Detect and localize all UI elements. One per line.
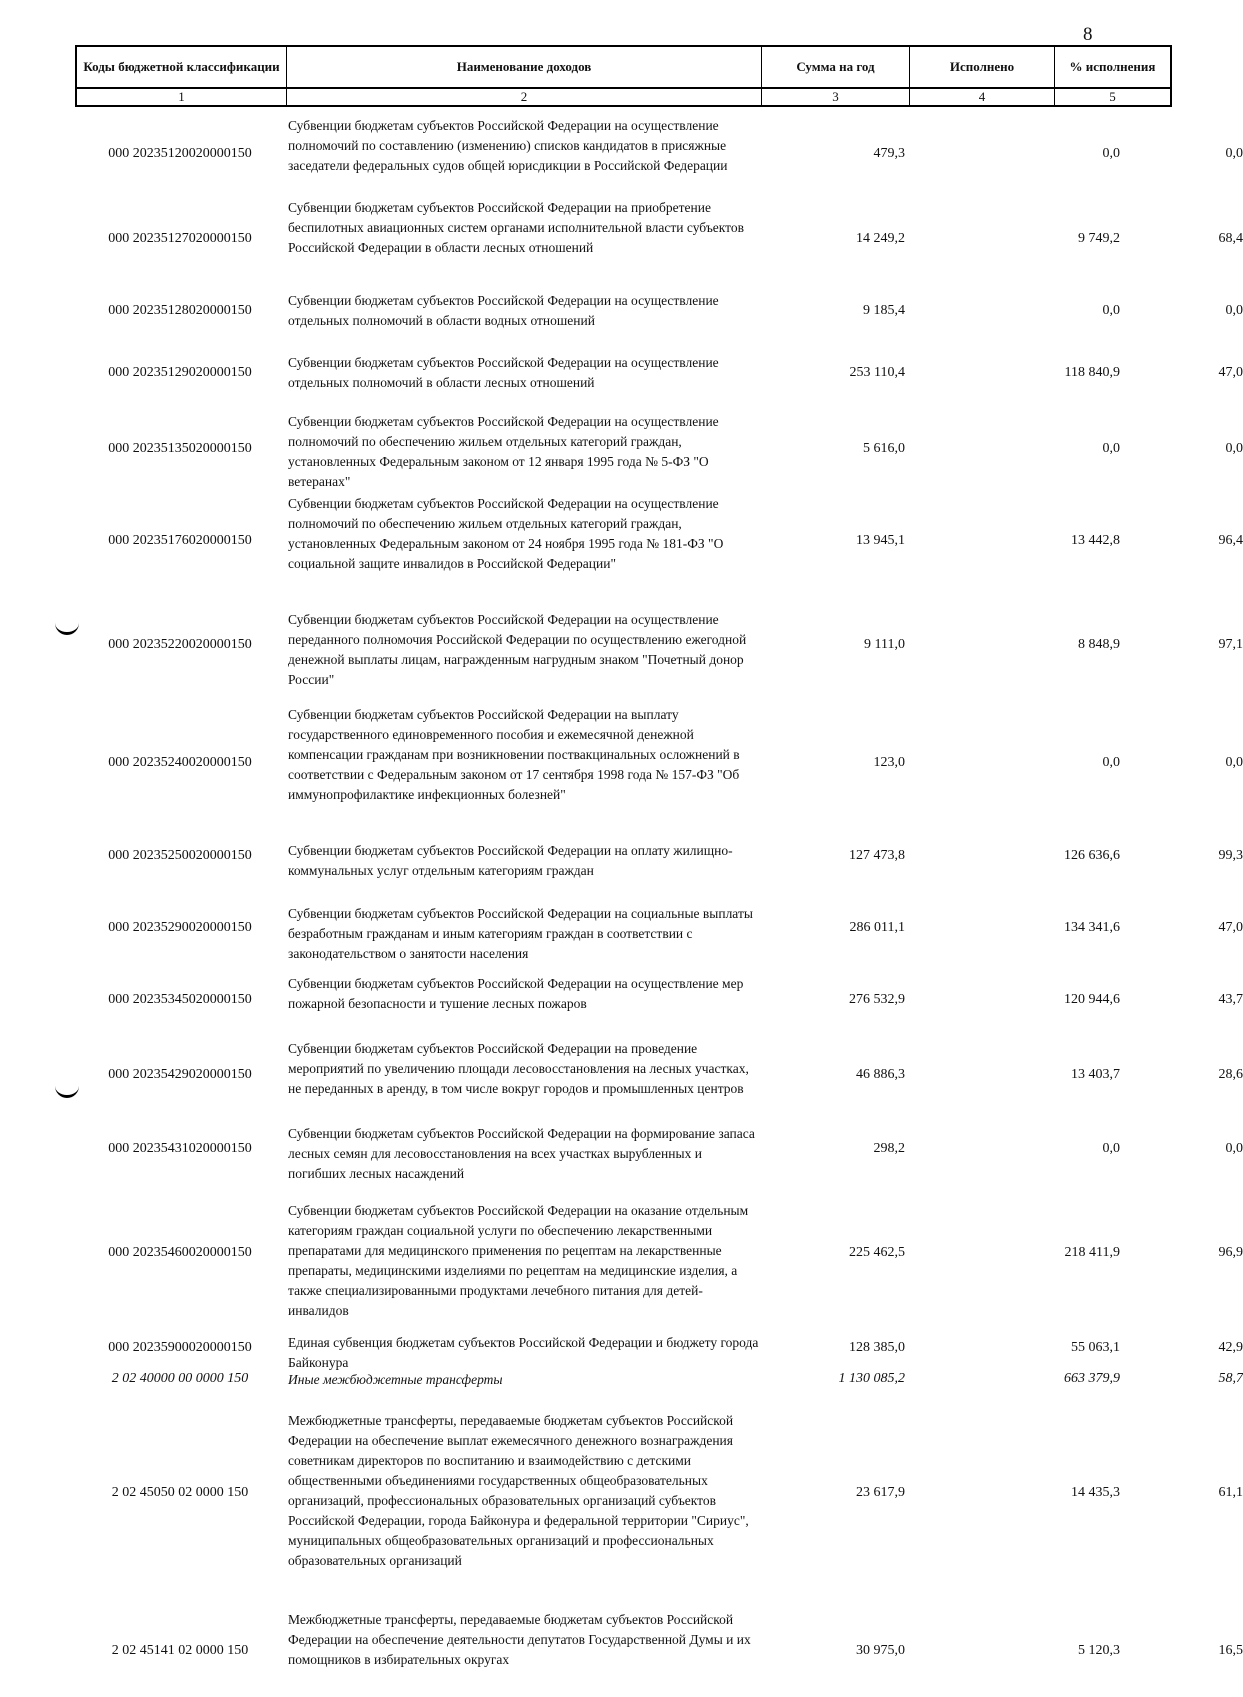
executed-amount: 13 403,7: [1071, 1067, 1120, 1082]
income-name: Единая субвенция бюджетам субъектов Российской Федерации и бюджету города Байконура: [288, 1335, 759, 1370]
table-header: [75, 45, 1172, 107]
budget-code: 000 20235176020000150: [108, 533, 252, 548]
executed-amount: 8 848,9: [1078, 637, 1120, 652]
year-sum: 298,2: [873, 1141, 905, 1156]
execution-percent: 47,0: [1218, 920, 1243, 935]
execution-percent: 0,0: [1225, 441, 1243, 456]
year-sum: 30 975,0: [856, 1643, 905, 1658]
income-name: Субвенции бюджетам субъектов Российской Федерации на социальные выплаты безработным гражданам и иным категориям граждан в соответствии с законодательством о занятости населения: [288, 906, 753, 961]
income-name: Субвенции бюджетам субъектов Российской Федерации на выплату государственного единовременного пособия и ежемесячной денежной компенсации гражданам при возникновении поствакцинальных осложнений в соответствии с Федеральным законом от 17 сентября 1998 года № 157-ФЗ "Об иммунопрофилактике инфекционных болезней": [288, 707, 740, 802]
page-number: 8: [1083, 24, 1093, 45]
year-sum: 123,0: [873, 755, 905, 770]
budget-code: 000 20235250020000150: [108, 848, 252, 863]
income-name: Субвенции бюджетам субъектов Российской Федерации на оплату жилищно-коммунальных услуг отдельным категориям граждан: [288, 843, 733, 878]
income-name: Межбюджетные трансферты, передаваемые бюджетам субъектов Российской Федерации на обеспечение выплат ежемесячного денежного вознаграждения советникам директоров по воспитанию и взаимодействию с детскими общественными объединениями государственных общеобразовательных организаций, профессиональных образовательных организаций субъектов Российской Федерации, города Байконура и федеральной территории "Сириус", муниципальных общеобразовательных организаций и профессиональных образовательных организаций: [288, 1413, 749, 1568]
header-sum: Сумма на год: [762, 47, 910, 87]
budget-code: 2 02 45050 02 0000 150: [111, 1485, 249, 1500]
header-codes: Коды бюджетной классификации: [77, 47, 287, 87]
executed-amount: 9 749,2: [1078, 231, 1120, 246]
year-sum: 128 385,0: [849, 1340, 905, 1355]
execution-percent: 96,9: [1218, 1245, 1243, 1260]
executed-amount: 0,0: [1102, 303, 1120, 318]
budget-code: 2 02 45141 02 0000 150: [111, 1643, 249, 1658]
budget-code: 000 20235127020000150: [108, 231, 252, 246]
income-name: Субвенции бюджетам субъектов Российской Федерации на осуществление мер пожарной безопасности и тушение лесных пожаров: [288, 976, 744, 1011]
income-name: Субвенции бюджетам субъектов Российской Федерации на осуществление полномочий по обеспечению жильем отдельных категорий граждан, установленных Федеральным законом от 24 ноября 1995 года № 181-ФЗ "О социальной защите инвалидов в Российской Федерации": [288, 496, 724, 571]
executed-amount: 13 442,8: [1071, 533, 1120, 548]
header-number: 2: [287, 87, 762, 105]
budget-code: 000 20235900020000150: [108, 1340, 252, 1355]
year-sum: 9 111,0: [864, 637, 905, 652]
income-name: Субвенции бюджетам субъектов Российской Федерации на осуществление отдельных полномочий в области водных отношений: [288, 293, 719, 328]
income-name: Субвенции бюджетам субъектов Российской Федерации на осуществление переданного полномочия Российской Федерации по осуществлению ежегодной денежной выплаты лицам, награжденным нагрудным знаком "Почетный донор России": [288, 612, 747, 687]
executed-amount: 5 120,3: [1078, 1643, 1120, 1658]
header-number: 4: [910, 87, 1055, 105]
executed-amount: 0,0: [1102, 441, 1120, 456]
executed-amount: 126 636,6: [1064, 848, 1120, 863]
budget-code: 000 20235429020000150: [108, 1067, 252, 1082]
execution-percent: 58,7: [1218, 1371, 1243, 1386]
budget-code: 2 02 40000 00 0000 150: [111, 1371, 249, 1386]
year-sum: 9 185,4: [863, 303, 905, 318]
execution-percent: 68,4: [1218, 231, 1243, 246]
executed-amount: 120 944,6: [1064, 992, 1120, 1007]
year-sum: 225 462,5: [849, 1245, 905, 1260]
header-number: 5: [1055, 87, 1170, 105]
year-sum: 13 945,1: [856, 533, 905, 548]
executed-amount: 663 379,9: [1064, 1371, 1120, 1386]
executed-amount: 0,0: [1102, 1141, 1120, 1156]
executed-amount: 0,0: [1102, 755, 1120, 770]
header-number: 1: [77, 87, 287, 105]
pen-mark: [55, 622, 79, 635]
header-done: Исполнено: [910, 47, 1055, 87]
budget-code: 000 20235220020000150: [108, 637, 252, 652]
executed-amount: 118 840,9: [1064, 365, 1120, 380]
header-name: Наименование доходов: [287, 47, 762, 87]
income-name: Иные межбюджетные трансферты: [288, 1372, 503, 1387]
income-name: Субвенции бюджетам субъектов Российской Федерации на оказание отдельным категориям граждан социальной услуги по обеспечению лекарственными препаратами для медицинского применения по рецептам на лекарственные препараты, медицинскими изделиями по рецептам на медицинские изделия, а также специализированными продуктами лечебного питания для детей-инвалидов: [288, 1203, 749, 1318]
execution-percent: 0,0: [1225, 755, 1243, 770]
execution-percent: 47,0: [1218, 365, 1243, 380]
income-name: Субвенции бюджетам субъектов Российской Федерации на осуществление полномочий по составлению (изменению) списков кандидатов в присяжные заседатели федеральных судов общей юрисдикции в Российской Федерации: [288, 118, 728, 173]
budget-code: 000 20235128020000150: [108, 303, 252, 318]
budget-code: 000 20235240020000150: [108, 755, 252, 770]
budget-code: 000 20235129020000150: [108, 365, 252, 380]
executed-amount: 14 435,3: [1071, 1485, 1120, 1500]
header-number: 3: [762, 87, 910, 105]
budget-code: 000 20235460020000150: [108, 1245, 252, 1260]
executed-amount: 134 341,6: [1064, 920, 1120, 935]
year-sum: 276 532,9: [849, 992, 905, 1007]
execution-percent: 0,0: [1225, 1141, 1243, 1156]
execution-percent: 16,5: [1218, 1643, 1243, 1658]
budget-code: 000 20235290020000150: [108, 920, 252, 935]
year-sum: 5 616,0: [863, 441, 905, 456]
execution-percent: 28,6: [1218, 1067, 1243, 1082]
executed-amount: 0,0: [1102, 146, 1120, 161]
execution-percent: 61,1: [1218, 1485, 1243, 1500]
execution-percent: 97,1: [1218, 637, 1243, 652]
income-name: Субвенции бюджетам субъектов Российской Федерации на формирование запаса лесных семян для лесовосстановления на всех участках вырубленных и погибших лесных насаждений: [288, 1126, 755, 1181]
execution-percent: 43,7: [1218, 992, 1243, 1007]
execution-percent: 96,4: [1218, 533, 1243, 548]
executed-amount: 55 063,1: [1071, 1340, 1120, 1355]
year-sum: 23 617,9: [856, 1485, 905, 1500]
execution-percent: 0,0: [1225, 303, 1243, 318]
pen-mark: [55, 1085, 79, 1098]
income-name: Субвенции бюджетам субъектов Российской Федерации на осуществление отдельных полномочий в области лесных отношений: [288, 355, 719, 390]
year-sum: 14 249,2: [856, 231, 905, 246]
budget-code: 000 20235135020000150: [108, 441, 252, 456]
income-name: Субвенции бюджетам субъектов Российской Федерации на осуществление полномочий по обеспечению жильем отдельных категорий граждан, установленных Федеральным законом от 12 января 1995 года № 5-ФЗ "О ветеранах": [288, 414, 719, 489]
execution-percent: 0,0: [1225, 146, 1243, 161]
income-name: Межбюджетные трансферты, передаваемые бюджетам субъектов Российской Федерации на обеспечение деятельности депутатов Государственной Думы и их помощников в избирательных округах: [288, 1612, 751, 1667]
year-sum: 1 130 085,2: [838, 1371, 905, 1386]
year-sum: 286 011,1: [849, 920, 905, 935]
budget-code: 000 20235431020000150: [108, 1141, 252, 1156]
execution-percent: 42,9: [1218, 1340, 1243, 1355]
income-name: Субвенции бюджетам субъектов Российской Федерации на приобретение беспилотных авиационных систем органами исполнительной власти субъектов Российской Федерации в области лесных отношений: [288, 200, 745, 255]
budget-code: 000 20235120020000150: [108, 146, 252, 161]
income-name: Субвенции бюджетам субъектов Российской Федерации на проведение мероприятий по увеличению площади лесовосстановления на лесных участках, не переданных в аренду, в том числе вокруг городов и промышленных центров: [288, 1041, 749, 1096]
year-sum: 127 473,8: [849, 848, 905, 863]
budget-code: 000 20235345020000150: [108, 992, 252, 1007]
year-sum: 253 110,4: [849, 365, 905, 380]
execution-percent: 99,3: [1218, 848, 1243, 863]
executed-amount: 218 411,9: [1064, 1245, 1120, 1260]
header-percent: % исполнения: [1069, 58, 1156, 74]
year-sum: 46 886,3: [856, 1067, 905, 1082]
year-sum: 479,3: [873, 146, 905, 161]
